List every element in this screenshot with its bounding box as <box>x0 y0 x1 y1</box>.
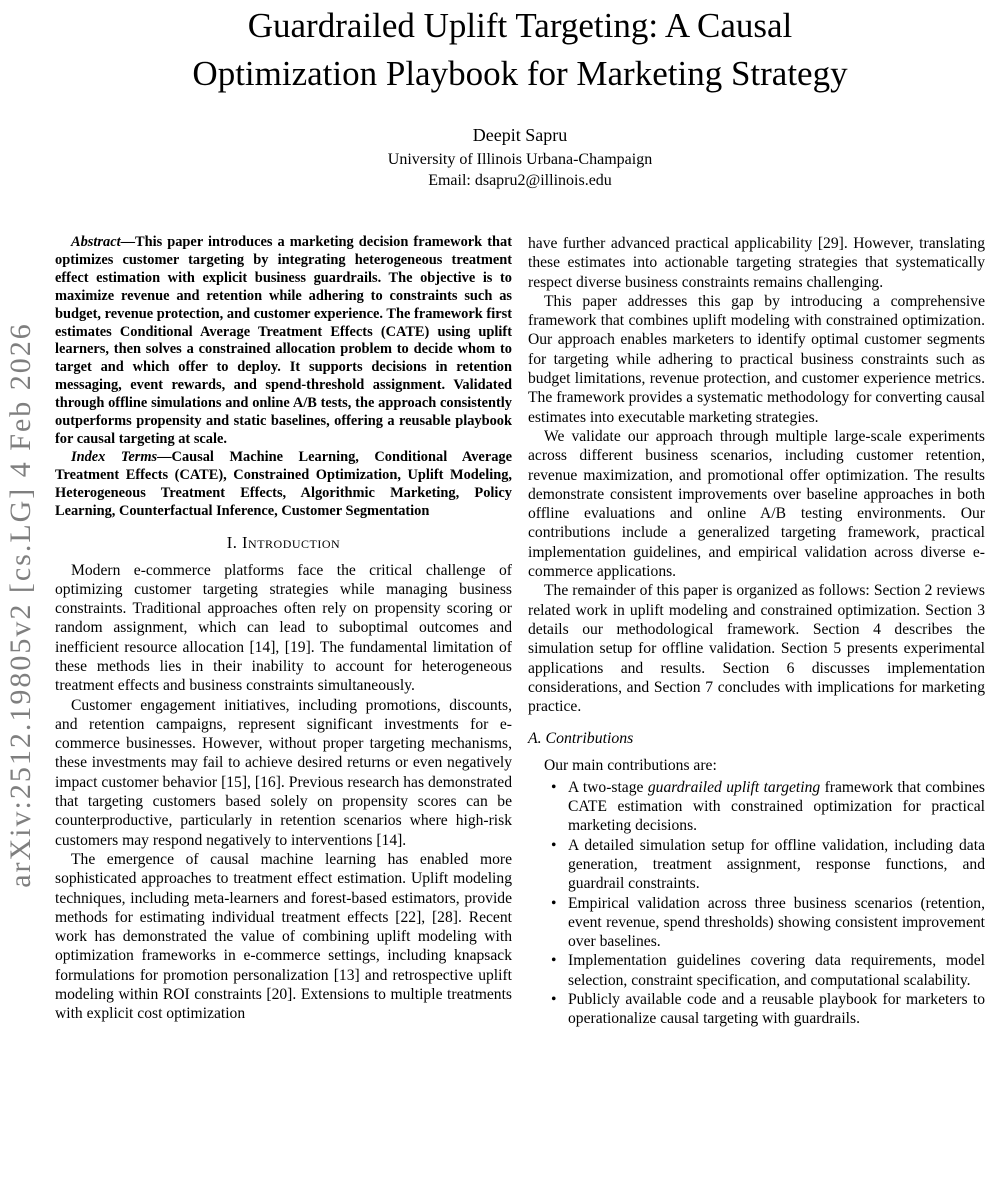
list-item: • Publicly available code and a reusable playbook for marketers to operationalize causal targeting with guardrails. <box>528 990 985 1029</box>
intro-paragraph-1: Modern e-commerce platforms face the critical challenge of optimizing customer targeting strategies while managing business constraints. Traditional approaches often rely on propensity scoring or random assignment, which can lead to suboptimal outcomes and inefficient resource allocation [14], [19]. The fundamental limitation of these methods lies in their inability to account for heterogeneous treatment effects and business constraints simultaneously. <box>55 561 512 695</box>
title-line-1: Guardrailed Uplift Targeting: A Causal <box>247 6 793 45</box>
author-affiliation: University of Illinois Urbana-Champaign <box>387 151 653 168</box>
abstract-text: This paper introduces a marketing decision framework that optimizes customer targeting by integrating heterogeneous treatment effect estimation with explicit business guardrails. The objective is to maximize revenue and retention while adhering to constraints such as budget, revenue protection, and customer experience. The framework first estimates Conditional Average Treatment Effects (CATE) using uplift learners, then solves a constrained allocation problem to decide whom to target and which offer to deploy. It supports decisions in retention messaging, event rewards, and spend-threshold assignment. Validated through offline simulations and online A/B tests, the approach consistently outperforms propensity and static baselines, offering a reusable playbook for causal targeting at scale. <box>55 234 512 447</box>
index-terms-text: Causal Machine Learning, Conditional Average Treatment Effects (CATE), Constrained Optimization, Uplift Modeling, Heterogeneous Treatment Effects, Algorithmic Marketing, Policy Learning, Counterfactual Inference, Customer Segmentation <box>55 448 512 519</box>
paper-header <box>55 0 985 191</box>
intro-paragraph-4: This paper addresses this gap by introducing a comprehensive framework that combines uplift modeling with constrained optimization. Our approach enables marketers to identify optimal customer segments for targeting while adhering to practical business constraints such as budget limitations, revenue protection, and customer experience metrics. The framework provides a systematic methodology for converting causal estimates into executable marketing strategies. <box>528 292 985 426</box>
two-column-body <box>0 234 985 1029</box>
list-item: • A detailed simulation setup for offline validation, including data generation, treatment assignment, response functions, and guardrail constraints. <box>528 836 985 894</box>
section-heading-introduction: I. Introduction <box>226 532 341 552</box>
bullet-1-pre: A two-stage <box>568 778 648 796</box>
index-terms-dash: — <box>157 448 172 465</box>
bullet-1-post: framework that combines CATE estimation with constrained optimization for practical marketing decisions. <box>568 778 985 835</box>
intro-paragraph-3-continued: have further advanced practical applicability [29]. However, translating these estimates into actionable targeting strategies that systematically respect diverse business constraints remains challenging. <box>528 235 985 291</box>
arxiv-watermark: arXiv:2512.19805v2 [cs.LG] 4 Feb 2026 <box>4 322 37 888</box>
intro-paragraph-5: We validate our approach through multiple large-scale experiments across different business scenarios, including customer retention, revenue maximization, and promotional offer optimization. The results demonstrate consistent improvements over baseline approaches in both offline evaluations and online A/B testing environments. Our contributions include a generalized targeting framework, practical implementation guidelines, and empirical validation across diverse e-commerce applications. <box>528 427 985 581</box>
contributions-intro: Our main contributions are: <box>544 757 717 775</box>
abstract-dash: — <box>120 234 135 250</box>
abstract-label: Abstract <box>71 234 121 250</box>
left-column <box>55 234 512 1029</box>
index-terms-paragraph <box>55 449 512 521</box>
author-email: Email: dsapru2@illinois.edu <box>428 172 612 189</box>
abstract-paragraph <box>55 234 512 449</box>
title-line-2: Optimization Playbook for Marketing Strategy <box>192 54 848 93</box>
intro-paragraph-6: The remainder of this paper is organized as follows: Section 2 reviews related work in uplift modeling and constrained optimization. Section 3 details our methodological framework. Section 4 describes the simulation setup for offline validation. Section 5 presents experimental applications and results. Section 6 discusses implementation considerations, and Section 7 concludes with implications for marketing practice. <box>528 582 985 716</box>
subsection-heading-contributions: A. Contributions <box>528 730 634 748</box>
list-item: • Implementation guidelines covering data requirements, model selection, constraint specification, and computational scalability. <box>528 951 985 990</box>
bullet-1-italic-phrase: guardrailed uplift targeting <box>647 778 821 796</box>
paper-title <box>55 2 985 98</box>
intro-paragraph-3: The emergence of causal machine learning has enabled more sophisticated approaches to treatment effect estimation. Uplift modeling techniques, including meta-learners and forest-based estimators, provide methods for estimating individual treatment effects [22], [28]. Recent work has demonstrated the value of combining uplift modeling with optimization frameworks in e-commerce settings, including knapsack formulations for promotion personalization [13] and retrospective uplift modeling within ROI constraints [20]. Extensions to multiple treatments with explicit cost optimization <box>55 850 512 1023</box>
contributions-list <box>528 778 985 1029</box>
intro-paragraph-2: Customer engagement initiatives, including promotions, discounts, and retention campaigns, represent significant investments for e-commerce businesses. However, without proper targeting mechanisms, these investments may fail to achieve desired returns or even negatively impact customer behavior [15], [16]. Previous research has demonstrated that targeting customers based solely on propensity scores can be counterproductive, particularly in retention scenarios where high-risk customers may respond negatively to interventions [14]. <box>55 696 512 849</box>
list-item: • Empirical validation across three business scenarios (retention, event revenue, spend thresholds) showing consistent improvement over baselines. <box>528 894 985 952</box>
author-name: Deepit Sapru <box>472 125 568 145</box>
list-item <box>528 778 985 836</box>
right-column <box>528 234 985 1029</box>
index-terms-label: Index Terms <box>71 448 158 465</box>
